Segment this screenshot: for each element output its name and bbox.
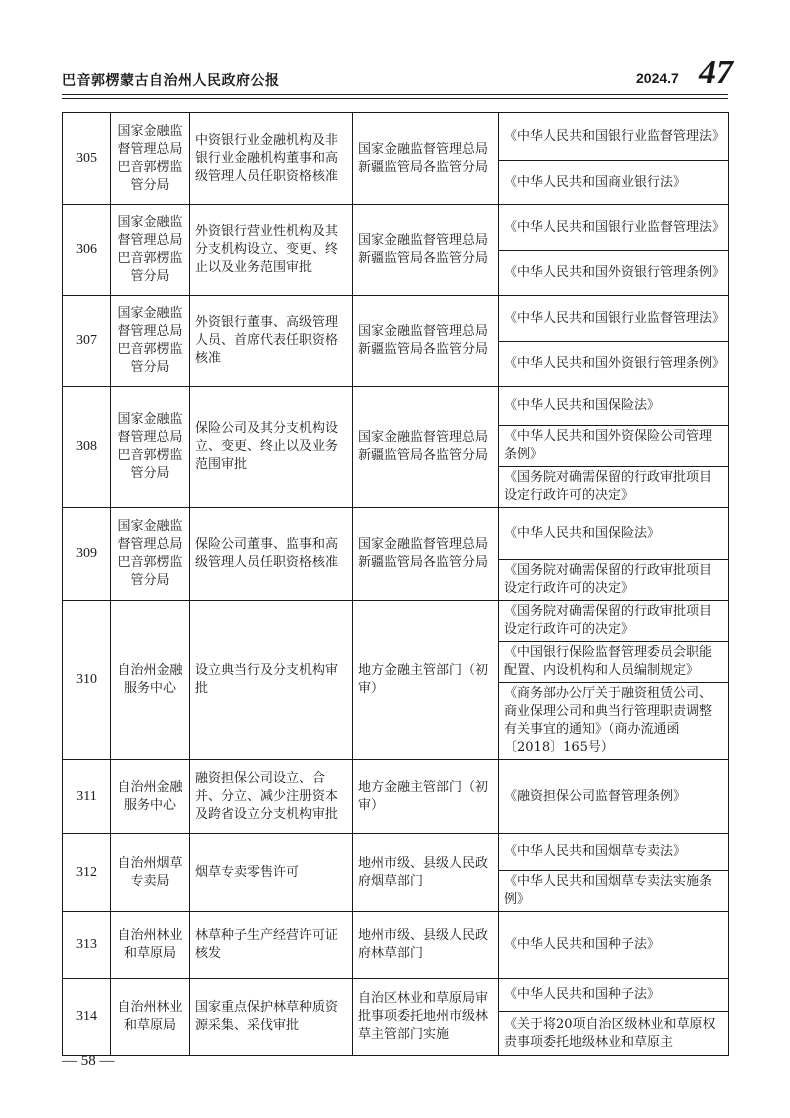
approval-items-table <box>62 112 729 1056</box>
table-row <box>63 205 729 251</box>
approval-item: 保险公司董事、监事和高级管理人员任职资格核准 <box>190 508 353 601</box>
implementing-agency: 国家金融监督管理总局巴音郭楞监管分局 <box>111 113 190 205</box>
table-row <box>63 912 729 979</box>
issue-date: 2024.7 <box>636 70 679 86</box>
approval-item: 烟草专卖零售许可 <box>190 834 353 912</box>
implementing-agency: 国家金融监督管理总局巴音郭楞监管分局 <box>111 508 190 601</box>
approval-item: 中资银行业金融机构及非银行业金融机构董事和高级管理人员任职资格核准 <box>190 113 353 205</box>
implementing-agency: 国家金融监督管理总局巴音郭楞监管分局 <box>111 387 190 508</box>
legal-basis: 《中华人民共和国外资保险公司管理条例》 <box>499 426 729 467</box>
implementing-agency: 自治州林业和草原局 <box>111 979 190 1056</box>
approval-item: 外资银行董事、高级管理人员、首席代表任职资格核准 <box>190 296 353 387</box>
publication-title: 巴音郭楞蒙古自治州人民政府公报 <box>62 73 280 89</box>
row-number: 312 <box>63 834 111 912</box>
legal-basis: 《国务院对确需保留的行政审批项目设定行政许可的决定》 <box>499 467 729 508</box>
legal-basis: 《关于将20项自治区级林业和草原权责事项委托地级林业和草原主 <box>499 1012 729 1056</box>
row-number: 313 <box>63 912 111 979</box>
approval-item: 外资银行营业性机构及其分支机构设立、变更、终止以及业务范围审批 <box>190 205 353 296</box>
row-number: 305 <box>63 113 111 205</box>
approval-authority: 国家金融监督管理总局新疆监管局各监管分局 <box>353 387 499 508</box>
approval-authority: 地方金融主管部门（初审） <box>353 601 499 760</box>
legal-basis: 《中华人民共和国种子法》 <box>499 979 729 1012</box>
legal-basis: 《中华人民共和国外资银行管理条例》 <box>499 342 729 387</box>
implementing-agency: 自治州金融服务中心 <box>111 601 190 760</box>
legal-basis: 《国务院对确需保留的行政审批项目设定行政许可的决定》 <box>499 601 729 642</box>
header-rule <box>62 94 728 95</box>
legal-basis: 《中国银行保险监督管理委员会职能配置、内设机构和人员编制规定》 <box>499 642 729 683</box>
legal-basis: 《国务院对确需保留的行政审批项目设定行政许可的决定》 <box>499 560 729 601</box>
approval-authority: 自治区林业和草原局审批事项委托地州市级林草主管部门实施 <box>353 979 499 1056</box>
row-number: 310 <box>63 601 111 760</box>
table-row <box>63 113 729 161</box>
implementing-agency: 自治州金融服务中心 <box>111 760 190 834</box>
approval-item: 融资担保公司设立、合并、分立、减少注册资本及跨省设立分支机构审批 <box>190 760 353 834</box>
legal-basis: 《中华人民共和国银行业监督管理法》 <box>499 205 729 251</box>
table-row <box>63 601 729 642</box>
legal-basis: 《中华人民共和国保险法》 <box>499 387 729 426</box>
legal-basis: 《中华人民共和国保险法》 <box>499 508 729 560</box>
table-row <box>63 834 729 871</box>
approval-authority: 地方金融主管部门（初审） <box>353 760 499 834</box>
implementing-agency: 自治州烟草专卖局 <box>111 834 190 912</box>
row-number: 314 <box>63 979 111 1056</box>
row-number: 307 <box>63 296 111 387</box>
row-number: 306 <box>63 205 111 296</box>
approval-authority: 国家金融监督管理总局新疆监管局各监管分局 <box>353 508 499 601</box>
legal-basis: 《中华人民共和国银行业监督管理法》 <box>499 296 729 342</box>
approval-authority: 地州市级、县级人民政府烟草部门 <box>353 834 499 912</box>
legal-basis: 《商务部办公厅关于融资租赁公司、商业保理公司和典当行管理职责调整有关事宜的通知》（商办流通函〔2018〕165号） <box>499 683 729 760</box>
table-row <box>63 296 729 342</box>
table-row <box>63 387 729 426</box>
table-row <box>63 979 729 1012</box>
approval-item: 保险公司及其分支机构设立、变更、终止以及业务范围审批 <box>190 387 353 508</box>
legal-basis: 《融资担保公司监督管理条例》 <box>499 760 729 834</box>
table-row <box>63 760 729 834</box>
legal-basis: 《中华人民共和国商业银行法》 <box>499 161 729 205</box>
issue-number: 47 <box>699 54 733 91</box>
approval-authority: 国家金融监督管理总局新疆监管局各监管分局 <box>353 205 499 296</box>
legal-basis: 《中华人民共和国烟草专卖法实施条例》 <box>499 871 729 912</box>
implementing-agency: 国家金融监督管理总局巴音郭楞监管分局 <box>111 205 190 296</box>
approval-item: 林草种子生产经营许可证核发 <box>190 912 353 979</box>
page-number: — 58 — <box>62 1053 115 1069</box>
header-rule-thin <box>62 98 728 99</box>
approval-authority: 地州市级、县级人民政府林草部门 <box>353 912 499 979</box>
legal-basis: 《中华人民共和国银行业监督管理法》 <box>499 113 729 161</box>
table-row <box>63 508 729 560</box>
approval-authority: 国家金融监督管理总局新疆监管局各监管分局 <box>353 113 499 205</box>
row-number: 311 <box>63 760 111 834</box>
approval-authority: 国家金融监督管理总局新疆监管局各监管分局 <box>353 296 499 387</box>
legal-basis: 《中华人民共和国种子法》 <box>499 912 729 979</box>
row-number: 309 <box>63 508 111 601</box>
row-number: 308 <box>63 387 111 508</box>
implementing-agency: 自治州林业和草原局 <box>111 912 190 979</box>
approval-item: 设立典当行及分支机构审批 <box>190 601 353 760</box>
legal-basis: 《中华人民共和国外资银行管理条例》 <box>499 251 729 296</box>
implementing-agency: 国家金融监督管理总局巴音郭楞监管分局 <box>111 296 190 387</box>
legal-basis: 《中华人民共和国烟草专卖法》 <box>499 834 729 871</box>
approval-item: 国家重点保护林草种质资源采集、采伐审批 <box>190 979 353 1056</box>
